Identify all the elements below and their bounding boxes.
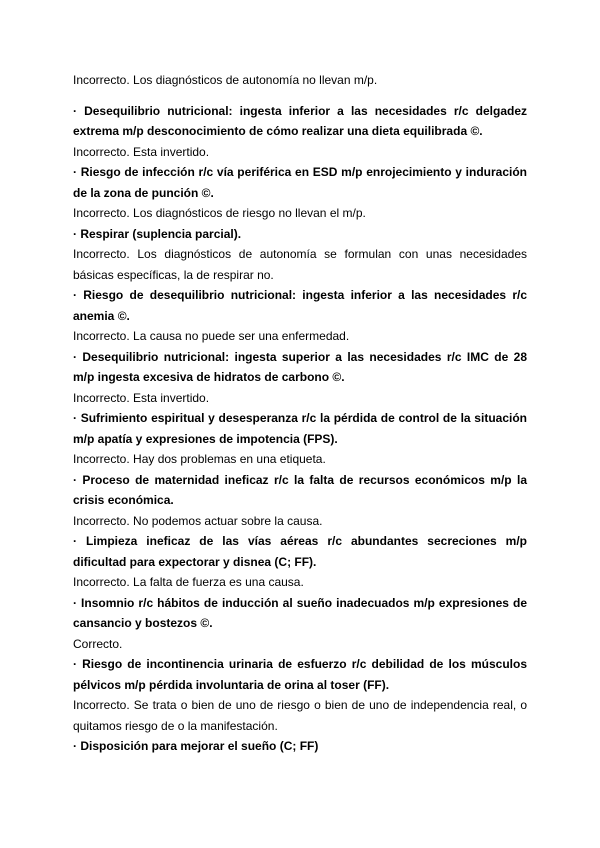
intro-feedback: Incorrecto. Los diagnósticos de autonomía no llevan m/p. [73, 73, 378, 87]
document-page [73, 70, 527, 757]
diagnosis-statement-3: · Respirar (suplencia parcial). [73, 226, 242, 241]
diagnosis-statement-1: · Desequilibrio nutricional: ingesta inferior a las necesidades r/c delgadez extrema m/p desconocimiento de cómo realizar una dieta equilibrada ©. [73, 103, 527, 138]
diagnosis-feedback-8: Incorrecto. La falta de fuerza es una causa. [73, 575, 304, 589]
diagnosis-feedback-6: Incorrecto. Hay dos problemas en una etiqueta. [73, 452, 326, 466]
diagnosis-statement-11: · Disposición para mejorar el sueño (C; FF) [73, 739, 319, 753]
diagnosis-statement-4: · Riesgo de desequilibrio nutricional: ingesta inferior a las necesidades r/c anemia ©. [73, 288, 527, 323]
diagnosis-feedback-10: Incorrecto. Se trata o bien de uno de riesgo o bien de uno de independencia real, o quitamos riesgo de o la manifestación. [73, 698, 527, 733]
diagnosis-statement-10: · Riesgo de incontinencia urinaria de esfuerzo r/c debilidad de los músculos pélvicos m/p pérdida involuntaria de orina al toser (FF). [73, 657, 527, 692]
diagnosis-statement-9: · Insomnio r/c hábitos de inducción al sueño inadecuados m/p expresiones de cansancio y bostezos ©. [73, 595, 527, 630]
diagnosis-feedback-3: Incorrecto. Los diagnósticos de autonomía se formulan con unas necesidades básicas específicas, la de respirar no. [73, 247, 527, 282]
diagnosis-feedback-1: Incorrecto. Esta invertido. [73, 144, 210, 159]
diagnosis-statement-8: · Limpieza ineficaz de las vías aéreas r/c abundantes secreciones m/p dificultad para expectorar y disnea (C; FF). [73, 534, 527, 569]
diagnosis-statement-7: · Proceso de maternidad ineficaz r/c la falta de recursos económicos m/p la crisis económica. [73, 472, 527, 507]
diagnosis-statement-2: · Riesgo de infección r/c vía periférica en ESD m/p enrojecimiento y induración de la zona de punción ©. [73, 165, 527, 200]
diagnosis-feedback-4: Incorrecto. La causa no puede ser una enfermedad. [73, 329, 350, 343]
diagnosis-feedback-7: Incorrecto. No podemos actuar sobre la causa. [73, 513, 323, 528]
diagnosis-statement-5: · Desequilibrio nutricional: ingesta superior a las necesidades r/c IMC de 28 m/p ingesta excesiva de hidratos de carbono ©. [73, 349, 527, 384]
diagnosis-feedback-2: Incorrecto. Los diagnósticos de riesgo no llevan el m/p. [73, 206, 366, 220]
diagnosis-feedback-9: Correcto. [73, 636, 123, 651]
diagnosis-feedback-5: Incorrecto. Esta invertido. [73, 390, 210, 405]
diagnosis-statement-6: · Sufrimiento espiritual y desesperanza r/c la pérdida de control de la situación m/p apatía y expresiones de impotencia (FPS). [73, 411, 527, 446]
